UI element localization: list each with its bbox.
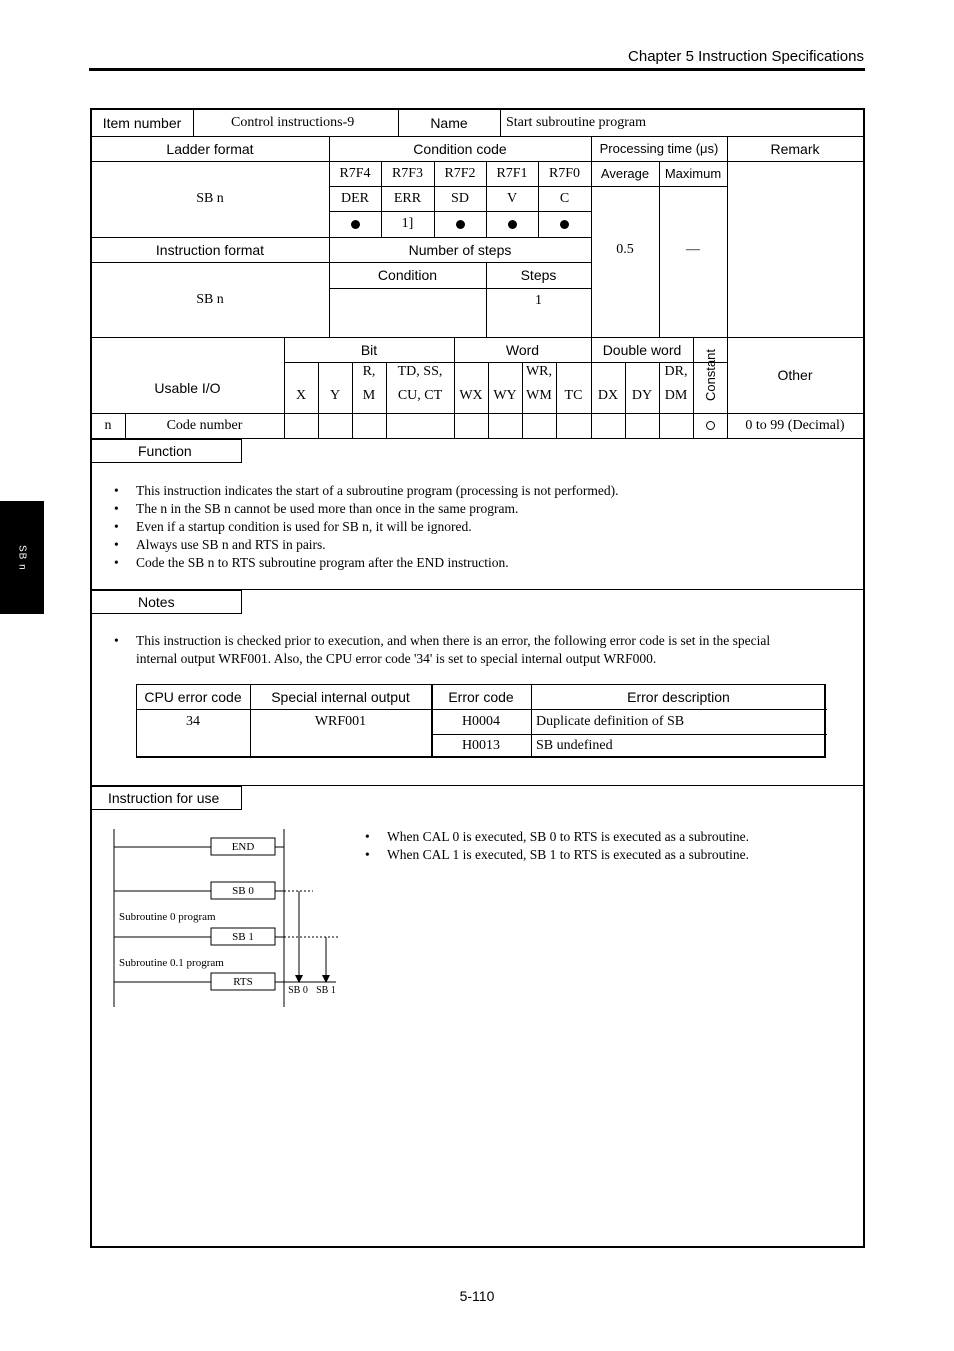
error-table-header-code: Error code [448,688,514,705]
word-label: Word [505,341,540,358]
io-row-desc: Code number [166,417,243,433]
io-col-wx: WX [459,388,483,403]
steps-value: 1 [535,292,542,308]
function-bullet: • The n in the SB n cannot be used more than once in the same program. [112,500,852,518]
double-word-label: Double word [602,341,682,358]
error-code: H0004 [461,713,501,729]
io-col-x: X [295,388,307,403]
cc-header-r7f3: R7F3 [391,165,424,181]
ladder-arrow-sb0-label: SB 0 [288,984,308,996]
instruction-format-value: SB n [196,291,224,307]
error-table-header-special: Special internal output [271,688,410,705]
header-rule [89,68,865,71]
error-table-header-cpu: CPU error code [144,688,242,705]
error-description: Duplicate definition of SB [536,713,685,729]
number-of-steps-label: Number of steps [408,241,512,258]
condition-code-label: Condition code [413,140,507,157]
instruction-format-label: Instruction format [155,241,265,258]
io-constant-mark [693,413,727,438]
chapter-title: Chapter 5 Instruction Specifications [628,48,864,65]
function-bullet: • This instruction indicates the start of a subroutine program (processing is not performed). [112,482,852,500]
processing-time-label: Processing time (μs) [599,141,719,156]
ladder-format-label: Ladder format [166,140,254,157]
io-col-r: R, [362,364,376,379]
average-value: 0.5 [616,241,634,257]
io-col-td-ss: TD, SS, [397,364,443,379]
ladder-end-box: END [231,840,255,853]
cc-header-r7f2: R7F2 [444,165,476,181]
condition-label: Condition [377,267,438,283]
usage-bullet: • When CAL 1 is executed, SB 1 to RTS is executed as a subroutine. [363,846,843,864]
usage-bullets [363,828,843,864]
cc-sd-mark [434,211,486,237]
ladder-sub01-label: Subroutine 0.1 program [119,957,224,969]
maximum-value: — [686,241,700,257]
function-bullet: • Code the SB n to RTS subroutine program after the END instruction. [112,554,852,572]
io-col-wr: WR, [525,364,553,379]
io-row-other: 0 to 99 (Decimal) [745,417,845,433]
ladder-rts-box: RTS [233,975,253,988]
cc-name-err: ERR [393,190,422,206]
io-col-dr: DR, [664,364,688,379]
usage-section-label: Instruction for use [91,786,242,810]
notes-section-label: Notes [91,590,242,614]
constant-label: Constant [702,348,718,402]
name-value: Start subroutine program [506,115,646,130]
cpu-error-code: 34 [186,713,200,729]
maximum-label: Maximum [664,166,722,181]
notes-bullet-line1: This instruction is checked prior to execution, and when there is an error, the following error code is set in the special [136,633,771,648]
function-bullets [112,482,852,572]
notes-bullets [112,632,852,668]
ladder-sb0-box: SB 0 [232,884,254,897]
other-label: Other [777,367,813,383]
ladder-arrow-sb1-label: SB 1 [316,984,336,996]
io-col-y: Y [329,388,341,403]
io-col-dy: DY [631,388,653,403]
io-row-param: n [104,417,112,433]
error-table-header-desc: Error description [627,688,730,705]
steps-label: Steps [520,267,557,283]
function-section-label: Function [91,439,242,463]
function-bullet: • Even if a startup condition is used for SB n, it will be ignored. [112,518,852,536]
ladder-sub0-label: Subroutine 0 program [119,911,216,923]
remark-label: Remark [770,140,820,157]
special-output: WRF001 [314,713,367,729]
average-label: Average [600,166,650,181]
cc-name-der: DER [341,190,369,206]
cc-header-r7f0: R7F0 [548,165,581,181]
cc-c-mark [538,211,591,237]
error-code: H0013 [461,738,501,753]
io-col-cu-ct: CU, CT [397,388,443,403]
cc-header-r7f4: R7F4 [339,165,371,181]
bit-label: Bit [360,341,378,358]
io-col-dx: DX [597,388,619,403]
page-number: 5-110 [459,1288,495,1304]
usable-io-label: Usable I/O [154,379,221,396]
io-col-wy: WY [493,388,517,403]
name-label: Name [430,115,468,131]
io-col-m: M [362,388,376,403]
side-tab [0,501,44,614]
ladder-format-value: SB n [196,191,224,206]
side-tab-label: SB n [16,544,28,571]
item-number-value: Control instructions-9 [231,115,355,130]
io-col-tc: TC [564,388,583,403]
notes-bullet [112,632,852,668]
notes-bullet-line2: internal output WRF001. Also, the CPU error code '34' is set to special internal output WRF000. [136,651,657,666]
function-bullet: • Always use SB n and RTS in pairs. [112,536,852,554]
item-number-label: Item number [102,115,182,131]
error-description: SB undefined [536,738,613,753]
usage-bullet: • When CAL 0 is executed, SB 0 to RTS is executed as a subroutine. [363,828,843,846]
cc-err-value: 1] [401,216,414,231]
cc-name-c: C [559,190,570,206]
cc-name-v: V [506,190,518,206]
cc-name-sd: SD [451,190,469,206]
cc-der-mark [329,211,381,237]
ladder-sb1-box: SB 1 [232,930,254,943]
io-col-dm: DM [664,388,688,403]
cc-header-r7f1: R7F1 [496,165,528,181]
cc-v-mark [486,211,538,237]
io-col-wm: WM [526,388,552,403]
